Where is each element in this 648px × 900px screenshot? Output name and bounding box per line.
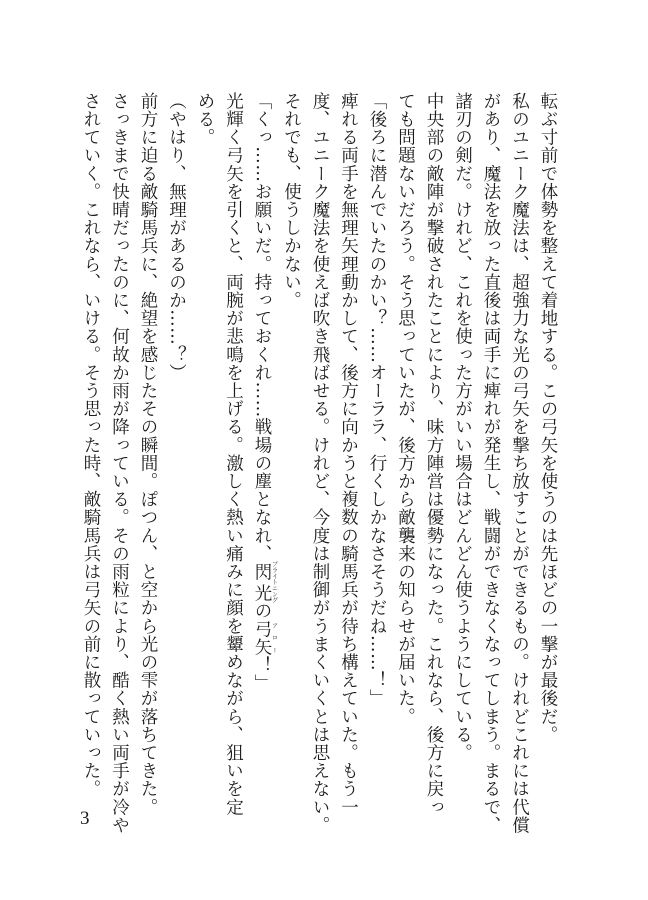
text-line: さっきまで快晴だったのに、何故か雨が降っている。その雨粒により、酷く熱い両手が冷や <box>109 92 130 835</box>
text-line: 度、ユニーク魔法を使えば吹き飛ばせる。けれど、今度は制御がうまくいくとは思えない。 <box>310 92 330 835</box>
text-line: 私のユニーク魔法は、超強力な光の弓矢を撃ち放すことができるもの。けれどこれには代償 <box>509 92 530 835</box>
text-line-with-ruby <box>248 92 278 792</box>
text-line: それでも、使うしかない。 <box>281 92 302 310</box>
text-line: 諸刃の剣だ。けれど、これを使った方がいい場合はどんどん使うようにしている。 <box>452 92 473 762</box>
ruby-reading: ブライトニング <box>270 561 278 604</box>
text-line: されていく。これなら、いける。そう思った時、敵騎馬兵は弓矢の前に散っていった。 <box>81 92 101 798</box>
ruby-base: 閃光 <box>252 561 272 604</box>
text-line: 光輝く弓矢を引くと、両腕が悲鳴を上げる。激しく熱い痛みに顔を顰めながら、狙いを定 <box>223 92 244 816</box>
line-segment: ！」 <box>252 656 272 693</box>
text-line: 痺れる両手を無理矢理動かして、後方に向かうと複数の騎馬兵が待ち構えていた。もう一 <box>338 92 359 816</box>
ruby-base: 弓矢 <box>252 619 272 657</box>
text-line: 中央部の敵陣が撃破されたことにより、味方陣営は優勢になった。これなら、後方に戻っ <box>424 92 444 816</box>
ruby-arrow <box>252 619 278 657</box>
text-line: ても問題ないだろう。そう思っていたが、後方から敵襲来の知らせが届いた。 <box>395 92 416 726</box>
ruby-reading: アロー <box>270 619 278 657</box>
text-line: 「後ろに潜んでいたのかい？……オーララ、行くしかなさそうだね……！」 <box>367 92 387 708</box>
text-line: （やはり、無理があるのか……？） <box>166 92 187 382</box>
text-line: める。 <box>195 92 215 147</box>
ruby-brightning <box>252 561 278 604</box>
body-text <box>77 92 563 835</box>
text-line: 転ぶ寸前で体勢を整えて着地する。この弓矢を使うのは先ほどの一撃が最後だ。 <box>538 92 558 744</box>
page-number: 3 <box>80 808 90 829</box>
line-segment: 「くっ……お願いだ。持っておくれ……戦場の塵となれ、 <box>252 92 272 563</box>
text-line: があり、魔法を放った直後は両手に痺れが発生し、戦闘ができなくなってしまう。まるで、 <box>481 92 501 835</box>
text-line: 前方に迫る敵騎馬兵に、絶望を感じたその瞬間。ぽつん、と空から光の雫が落ちてきた。 <box>138 92 158 816</box>
line-segment: の <box>252 601 272 620</box>
